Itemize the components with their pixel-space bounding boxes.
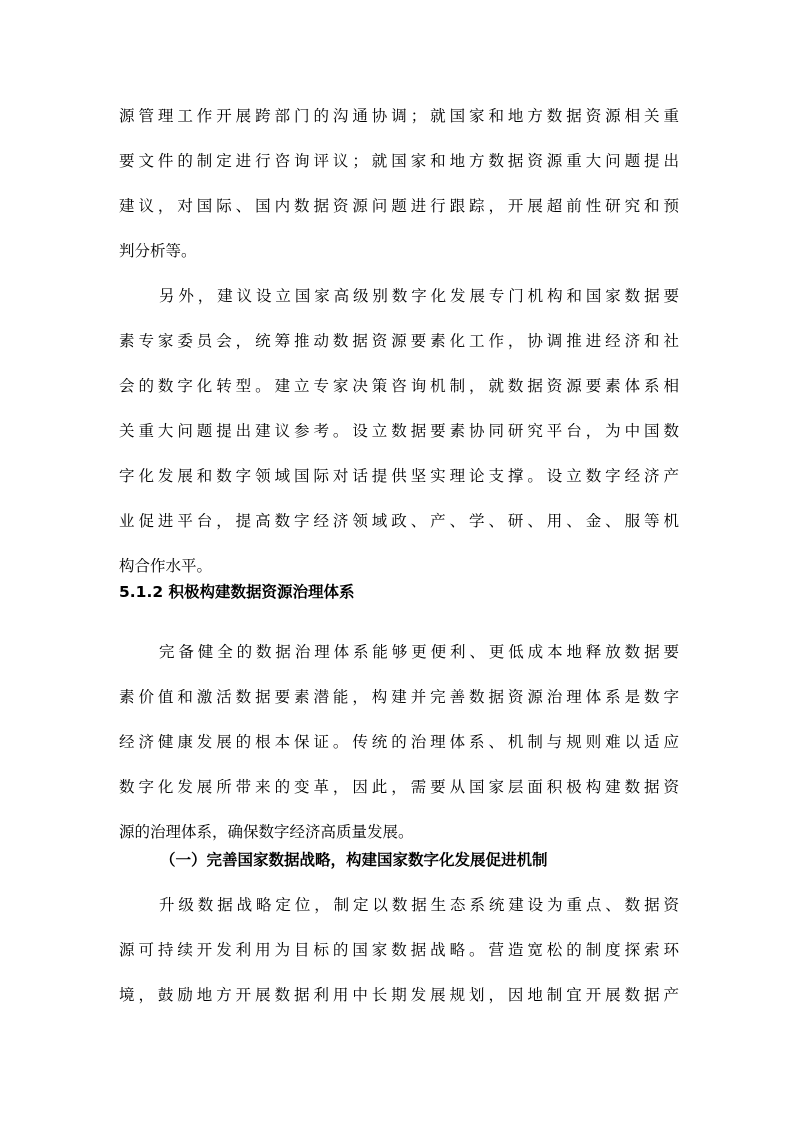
text-line: 关重大问题提出建议参考。设立数据要素协同研究平台，为中国数 xyxy=(119,422,679,440)
text-line: 字化发展和数字领域国际对话提供坚实理论支撑。设立数字经济产 xyxy=(119,467,679,485)
text-line: 素价值和激活数据要素潜能，构建并完善数据资源治理体系是数字 xyxy=(119,688,679,706)
text-line: 建议，对国际、国内数据资源问题进行跟踪，开展超前性研究和预 xyxy=(119,197,679,215)
text-line: 判分析等。 xyxy=(119,242,197,260)
text-line: 要文件的制定进行咨询评议；就国家和地方数据资源重大问题提出 xyxy=(119,152,679,170)
sub-heading: （一）完善国家数据战略，构建国家数字化发展促进机制 xyxy=(160,851,548,869)
text-line: 升级数据战略定位，制定以数据生态系统建设为重点、数据资 xyxy=(159,896,679,914)
text-line: 构合作水平。 xyxy=(119,557,213,575)
text-line: 会的数字化转型。建立专家决策咨询机制，就数据资源要素体系相 xyxy=(119,377,679,395)
text-line: 境，鼓励地方开展数据利用中长期发展规划，因地制宜开展数据产 xyxy=(119,986,679,1004)
text-line: 完备健全的数据治理体系能够更便利、更低成本地释放数据要 xyxy=(159,643,679,661)
text-line: 数字化发展所带来的变革，因此，需要从国家层面积极构建数据资 xyxy=(119,778,679,796)
text-line: 素专家委员会，统筹推动数据资源要素化工作，协调推进经济和社 xyxy=(119,332,679,350)
section-heading: 5.1.2 积极构建数据资源治理体系 xyxy=(119,583,355,601)
text-line: 源可持续开发利用为目标的国家数据战略。营造宽松的制度探索环 xyxy=(119,941,679,959)
text-line: 业促进平台，提高数字经济领域政、产、学、研、用、金、服等机 xyxy=(119,512,679,530)
text-line: 源的治理体系，确保数字经济高质量发展。 xyxy=(119,823,414,841)
text-line: 另外，建议设立国家高级别数字化发展专门机构和国家数据要 xyxy=(159,287,679,305)
text-line: 经济健康发展的根本保证。传统的治理体系、机制与规则难以适应 xyxy=(119,733,679,751)
text-line: 源管理工作开展跨部门的沟通协调；就国家和地方数据资源相关重 xyxy=(119,107,679,125)
